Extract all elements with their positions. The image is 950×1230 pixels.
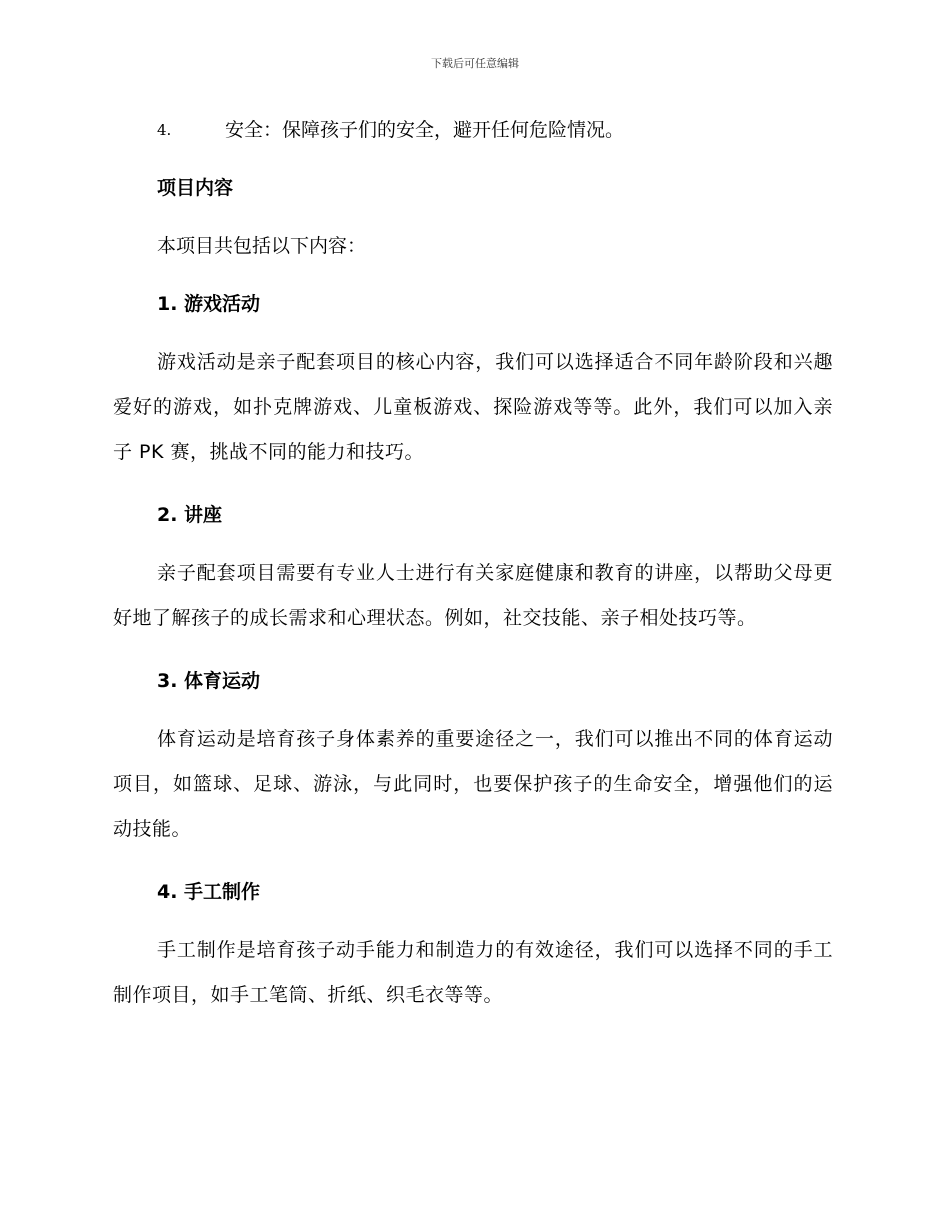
intro-text: 本项目共包括以下内容： (157, 235, 367, 257)
section-heading-sports: 3. 体育运动 (157, 670, 261, 692)
document-body (113, 112, 833, 1018)
section-body-crafts: 手工制作是培育孩子动手能力和制造力的有效途径，我们可以选择不同的手工制作项目，如手工笔筒、折纸、织毛衣等等。 (113, 939, 833, 1006)
section-title: 项目内容 (157, 177, 234, 199)
section-body-games: 游戏活动是亲子配套项目的核心内容，我们可以选择适合不同年龄阶段和兴趣爱好的游戏，如扑克牌游戏、儿童板游戏、探险游戏等等。此外，我们可以加入亲子 PK 赛，挑战不同的能力和技巧。 (113, 351, 833, 463)
section-heading-crafts: 4. 手工制作 (157, 881, 261, 903)
section-body-sports: 体育运动是培育孩子身体素养的重要途径之一，我们可以推出不同的体育运动项目，如篮球、足球、游泳，与此同时，也要保护孩子的生命安全，增强他们的运动技能。 (113, 728, 833, 840)
list-item-text: 安全：保障孩子们的安全，避开任何危险情况。 (225, 119, 625, 141)
list-item-safety (113, 112, 833, 148)
page-header-note: 下载后可任意编辑 (431, 57, 519, 70)
section-heading-games: 1. 游戏活动 (157, 293, 261, 315)
list-item-number: 4. (157, 121, 172, 139)
section-body-lectures: 亲子配套项目需要有专业人士进行有关家庭健康和教育的讲座，以帮助父母更好地了解孩子的成长需求和心理状态。例如，社交技能、亲子相处技巧等。 (113, 562, 833, 629)
section-heading-lectures: 2. 讲座 (157, 504, 223, 526)
